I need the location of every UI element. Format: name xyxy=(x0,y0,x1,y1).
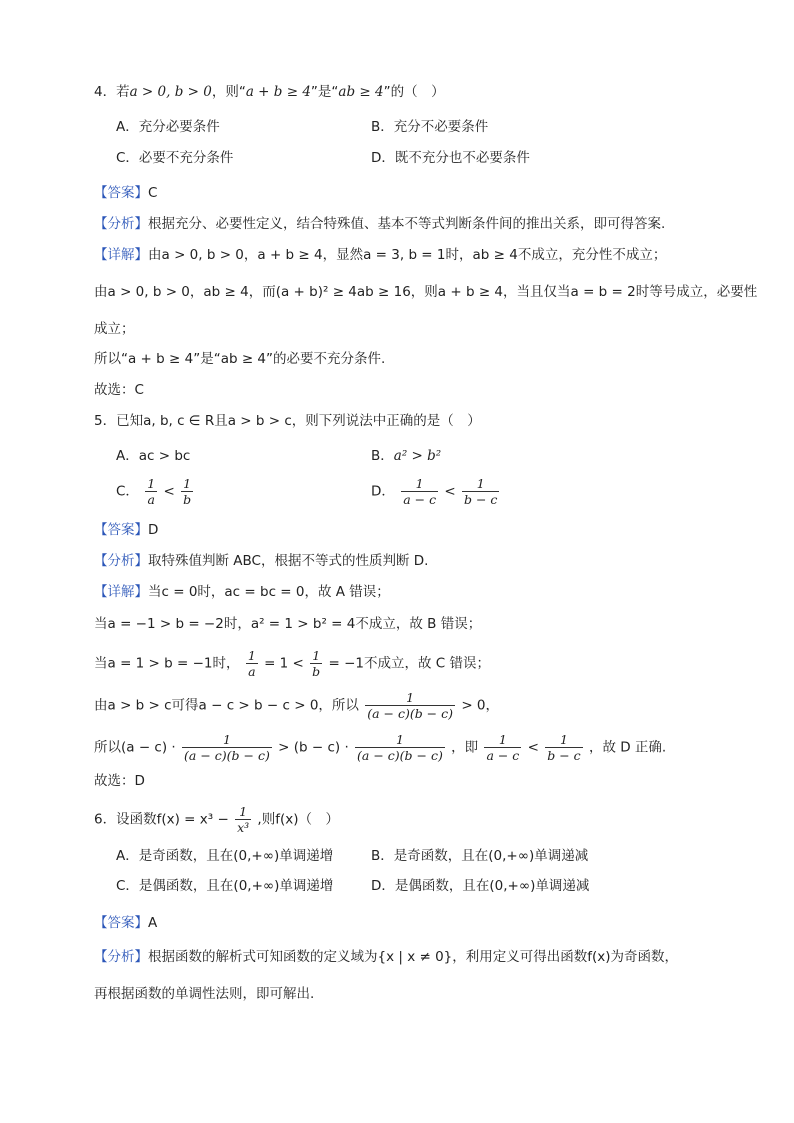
q5-analysis: 【分析】取特殊值判断 ABC，根据不等式的性质判断 D. xyxy=(94,553,429,569)
q5-detail-1: 【详解】当c = 0时，ac = bc = 0，故 A 错误； xyxy=(94,584,390,600)
q5-answer: 【答案】D xyxy=(94,522,159,538)
q4-analysis: 【分析】根据充分、必要性定义，结合特殊值、基本不等式判断条件间的推出关系，即可得答案. xyxy=(94,216,666,232)
q4-detail-3: 成立； xyxy=(94,321,135,337)
q4-stem: 4．若a > 0, b > 0，则“a + b ≥ 4”是“ab ≥ 4”的（ ） xyxy=(94,84,445,100)
q5-detail-5: 所以(a − c) · $\frac{1}{(a - c)(b - c)}$ > (b − c) · $\frac{1}{(a - c)(b - c)}$ ，即 $\frac{1}{a - c}$ < $\frac{1}{b - c}$ ，故 D 正确. xyxy=(94,732,667,763)
q4-detail-2: 由a > 0, b > 0，ab ≥ 4，而(a + b)² ≥ 4ab ≥ 16，则a + b ≥ 4，当且仅当a = b = 2时等号成立，必要性 xyxy=(94,284,758,300)
q4-choose: 故选：C xyxy=(94,382,144,398)
analysis-tag: 【分析】 xyxy=(94,216,148,232)
q6-option-b: B．是奇函数，且在(0,+∞)单调递减 xyxy=(371,848,589,864)
q5-detail-3: 当a = 1 > b = −1时， $\frac{1}{a}$ = 1 < $\frac{1}{b}$ = −1不成立，故 C 错误； xyxy=(94,648,490,679)
q4-detail-1: 【详解】由a > 0, b > 0，a + b ≥ 4，显然a = 3, b = 1时，ab ≥ 4不成立，充分性不成立； xyxy=(94,247,667,263)
q5-detail-2: 当a = −1 > b = −2时，a² = 1 > b² = 4不成立，故 B 错误； xyxy=(94,616,482,632)
q5-option-a: A．ac > bc xyxy=(116,448,191,464)
q6-analysis-2: 再根据函数的单调性法则，即可解出. xyxy=(94,986,315,1002)
q4-answer: 【答案】C xyxy=(94,185,158,201)
q6-stem: 6．设函数f(x) = x³ − $\frac{1}{\text{x³}}$ ,则f(x)（ ） xyxy=(94,804,339,835)
analysis-tag: 【分析】 xyxy=(94,949,148,965)
q5-detail-4: 由a > b > c可得a − c > b − c > 0，所以 $\frac{1}{(a - c)(b - c)}$ > 0， xyxy=(94,690,500,721)
answer-tag: 【答案】 xyxy=(94,185,148,201)
q6-analysis: 【分析】根据函数的解析式可知函数的定义域为{x | x ≠ 0}，利用定义可得出函数f(x)为奇函数， xyxy=(94,949,679,965)
q6-answer: 【答案】A xyxy=(94,915,158,931)
answer-tag: 【答案】 xyxy=(94,522,148,538)
analysis-tag: 【分析】 xyxy=(94,553,148,569)
q6-option-d: D．是偶函数，且在(0,+∞)单调递减 xyxy=(371,878,590,894)
q5-stem: 5．已知a, b, c ∈ R且a > b > c，则下列说法中正确的是（ ） xyxy=(94,413,481,429)
q4-option-d: D．既不充分也不必要条件 xyxy=(371,150,530,166)
q4-option-a: A．充分必要条件 xyxy=(116,119,220,135)
detail-tag: 【详解】 xyxy=(94,584,148,600)
q5-choose: 故选：D xyxy=(94,773,145,789)
q5-option-d: D． $\frac{1}{a - c}$ < $\frac{1}{b - c}$ xyxy=(371,476,498,507)
q5-option-b: B．a² > b² xyxy=(371,448,442,464)
q4-detail-4: 所以“a + b ≥ 4”是“ab ≥ 4”的必要不充分条件. xyxy=(94,351,386,367)
detail-tag: 【详解】 xyxy=(94,247,148,263)
q4-option-b: B．充分不必要条件 xyxy=(371,119,489,135)
q4-option-c: C．必要不充分条件 xyxy=(116,150,234,166)
answer-tag: 【答案】 xyxy=(94,915,148,931)
q6-option-a: A．是奇函数，且在(0,+∞)单调递增 xyxy=(116,848,334,864)
q6-option-c: C．是偶函数，且在(0,+∞)单调递增 xyxy=(116,878,334,894)
q5-option-c: C． $\frac{1}{a}$ < $\frac{1}{b}$ xyxy=(116,476,192,507)
